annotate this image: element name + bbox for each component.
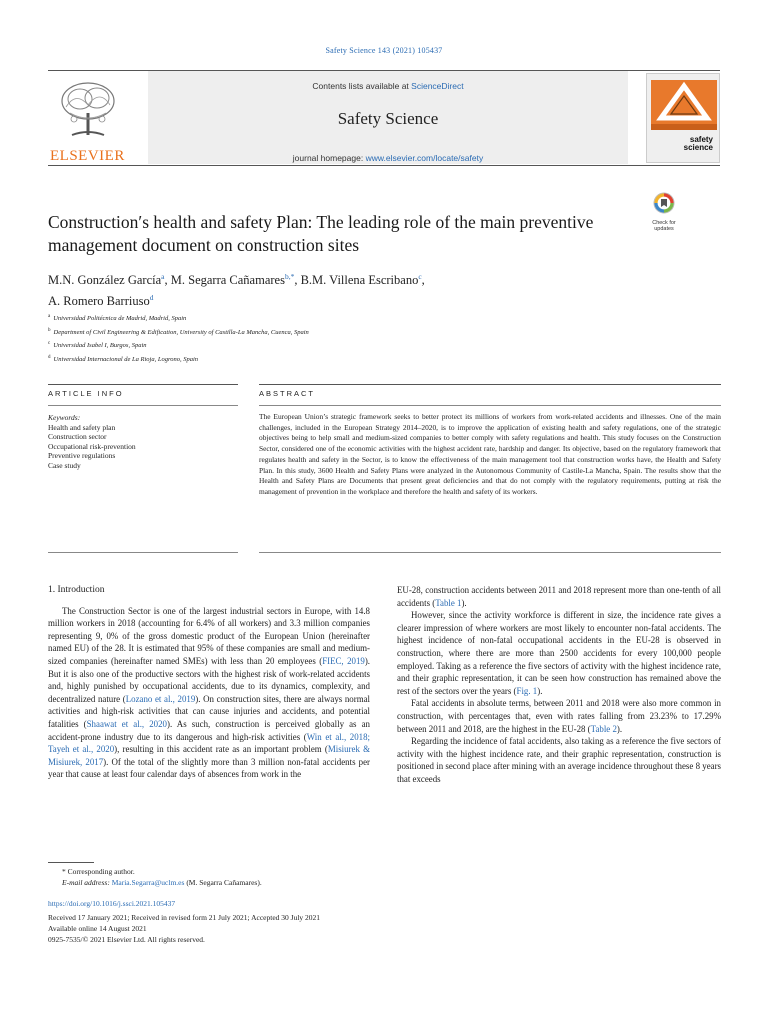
body-paragraph	[397, 697, 721, 735]
journal-citation-link[interactable]: Safety Science 143 (2021) 105437	[325, 46, 443, 55]
body-text: ). But it is also one of the productive sectors with the highest risk of work-related accidents and, highly punished by occupational accidents, due to its dynamics, complexity, and decentralized nature (	[48, 655, 371, 704]
body-text: EU-28, construction accidents between 2011 and 2018 represent more than one-tenth of all accidents (	[397, 585, 721, 608]
affiliation-item	[48, 325, 608, 339]
article-title: Construction′s health and safety Plan: The leading role of the main preventive management document on construction sites	[48, 212, 594, 255]
author-list: M.N. González García$^a$, M. Segarra Cañamares$^{b,*}$, B.M. Villena Escribano$^c$, A. Romero Barriuso$^d$	[48, 272, 425, 309]
affiliation-item	[48, 311, 608, 325]
citation-link[interactable]: Win et al., 2018; Tayeh et al., 2020	[48, 731, 371, 755]
figure-link[interactable]: Fig. 1	[516, 685, 538, 696]
author-affil-sup[interactable]: d	[149, 293, 154, 303]
body-text: ). Of the total of the slightly more than 3 million non-fatal accidents per year that cause at least four calendar days of absences from work in the	[48, 756, 371, 780]
author-affil-sup[interactable]: a	[161, 272, 165, 281]
section-heading-introduction: 1. Introduction	[48, 585, 105, 595]
affiliation-list	[48, 311, 608, 366]
journal-name[interactable]: Safety Science	[337, 109, 439, 128]
cover-title-line2: science	[683, 143, 713, 152]
article-info-bottom-rule	[48, 552, 238, 553]
journal-cover-thumbnail[interactable]	[646, 73, 720, 163]
body-text: ).	[537, 685, 543, 696]
table-link[interactable]: Table 1	[435, 597, 462, 608]
check-updates-line1: Check for	[652, 220, 676, 226]
cover-title	[684, 136, 713, 152]
received-dates: Received 17 January 2021; Received in revised form 21 July 2021; Accepted 30 July 2021	[48, 913, 321, 922]
doi-link[interactable]: https://doi.org/10.1016/j.ssci.2021.105437	[48, 899, 176, 908]
check-for-updates-button[interactable]	[646, 192, 682, 234]
affiliation-text: Universidad Isabel I, Burgos, Spain	[53, 342, 147, 350]
keyword-item: Construction sector	[48, 432, 107, 442]
body-text: Fatal accidents in absolute terms, between 2011 and 2018 were also more common in construction, with percentages that, even with rates falling from 23.23% to 17.29% between 2011 and 2018, are the highest in the EU-28 (	[397, 698, 721, 734]
author-affil-sup[interactable]: c	[418, 272, 422, 281]
affiliation-text: Universidad Politécnica de Madrid, Madrid, Spain	[53, 315, 187, 323]
footnote-rule	[48, 862, 94, 863]
email-suffix: (M. Segarra Cañamares).	[184, 878, 262, 887]
contents-prefix: Contents lists available at	[312, 81, 412, 91]
article-info-top-rule	[48, 384, 238, 385]
elsevier-tree-icon	[52, 79, 124, 139]
body-text: ), resulting in this accident rate as an important problem (	[114, 744, 328, 755]
affiliation-key: b	[48, 327, 51, 333]
body-paragraph: Regarding the incidence of fatal accidents, also taking as a reference the five sectors of activity with the highest incidence rate, and their graphic representation, construction is positioned in second place after mining with an average incidence throughout these 8 years that exceeds	[397, 736, 721, 784]
body-text: ).	[461, 597, 467, 608]
abstract-mid-rule	[259, 405, 721, 406]
keyword-item: Health and safety plan	[48, 422, 116, 432]
abstract-text: The European Union’s strategic framework seeks to better protect its millions of workers from work-related accidents and illnesses. One of the main challenges, included in the European Strategy 2014–2020, is to improve the application of existing health and safety regulations, one of the strategic objectives being to help small and medium-sized companies to better comply with safety regulations and health. This study focuses on the Construction Sector, considered one of the economic activities with the highest accident rate, hardship and danger. Its objective, based on the regulatory framework that regulates health and safety in the Sector, is to know the effectiveness of the main management tool that construction works have, the Health and Safety Plan. In this study, 3600 Health and Safety Plans were analyzed in the Autonomous Community of Castile-La Mancha, Spain. The results show that the Health and Safety Plans are Documents that present great deficiencies and that do not comply with the regulatory requirements, putting at risk the management of prevention in the workplace and therefore the health and safety of its workers.	[259, 412, 721, 496]
author-affil-sup[interactable]: b,*	[284, 272, 295, 281]
keyword-item: Occupational risk-prevention	[48, 441, 136, 451]
body-text: ). On construction sites, there are always normal activities and high-risk activities that can cause injuries and accidents, and potential fatalities (	[48, 693, 371, 729]
body-text: However, since the activity workforce is different in size, the incidence rate gives a clearer impression of where workers are most likely to encounter non-fatal accidents. The highest incidence of non-fatal occupational accidents in the EU-28 is observed in construction, where there are more than 2500 accidents for every 100,000 people employed. Taking as a reference the five sectors of activity with the highest incidence rate, and their graphic representation, it can be seen how construction has remained above the rest of the sectors over the years (	[397, 610, 721, 696]
abstract-bottom-rule	[259, 552, 721, 553]
citation-link[interactable]: Shaawat et al., 2020	[86, 718, 167, 729]
body-paragraph	[397, 609, 721, 697]
keywords-label: Keywords:	[48, 413, 81, 422]
check-updates-label	[646, 220, 682, 232]
body-paragraph	[397, 584, 721, 609]
homepage-link[interactable]: www.elsevier.com/locate/safety	[365, 153, 484, 163]
affiliation-key: c	[48, 341, 51, 347]
affiliation-text: Department of Civil Engineering & Edification, University of Castilla-La Mancha, Cuenca, Spain	[53, 328, 309, 336]
table-link[interactable]: Table 2	[590, 723, 617, 734]
body-column-right	[397, 584, 721, 786]
citation-link[interactable]: FIEC, 2019	[322, 655, 365, 666]
article-info-mid-rule	[48, 405, 238, 406]
article-info-heading: ARTICLE INFO	[48, 389, 124, 398]
email-label: E-mail address:	[62, 878, 112, 887]
email-line	[48, 877, 448, 888]
publication-history	[48, 912, 548, 945]
author-name[interactable]: B.M. Villena Escribano	[300, 273, 419, 288]
author-name[interactable]: M. Segarra Cañamares	[170, 273, 285, 288]
affiliation-key: a	[48, 314, 51, 319]
available-online: Available online 14 August 2021	[48, 924, 147, 933]
body-column-left	[48, 584, 370, 781]
abstract-heading: ABSTRACT	[259, 389, 316, 398]
journal-banner	[48, 70, 720, 166]
sciencedirect-link[interactable]: ScienceDirect	[411, 81, 464, 91]
citation-link[interactable]: Misiurek & Misiurek, 2017	[48, 744, 370, 767]
cover-title-line1: safety	[689, 135, 713, 144]
copyright-line: 0925-7535/© 2021 Elsevier Ltd. All rights reserved.	[48, 935, 205, 944]
body-text: ). As such, construction is perceived globally as an accident-prone industry due to its dangerous and high-risk activities (	[48, 718, 370, 742]
homepage-line	[148, 153, 628, 163]
citation-link[interactable]: Lozano et al., 2019	[125, 693, 196, 704]
body-text: ).	[616, 723, 623, 734]
body-paragraph	[48, 605, 370, 781]
elsevier-logo[interactable]	[48, 77, 128, 165]
keyword-item: Case study	[48, 460, 81, 470]
affiliation-text: Universidad Internacional de La Rioja, Logrono, Spain	[53, 356, 199, 364]
author-name[interactable]: A. Romero Barriuso	[48, 294, 150, 309]
body-text: The Construction Sector is one of the largest industrial sectors in Europe, with 14.8 million workers in 2018 (accounting for 6.4% of all workers) and 3.3 million companies representing 9, 0% of the gross domestic product of the European Union (hereinafter named EU) of the 28. It is estimated that 95% of these companies are small and medium-sized companies (hereinafter named SMEs) with less than 20 employees (	[48, 605, 370, 666]
author-name[interactable]: M.N. González García	[48, 273, 162, 288]
email-link[interactable]: Maria.Segarra@uclm.es	[111, 878, 185, 887]
keywords-block	[48, 413, 228, 471]
affiliation-item	[48, 338, 608, 352]
homepage-prefix: journal homepage:	[292, 153, 366, 163]
elsevier-wordmark: ELSEVIER	[50, 148, 125, 164]
affiliation-item	[48, 352, 608, 366]
check-updates-icon	[653, 192, 675, 214]
banner-center-panel	[148, 71, 628, 164]
abstract-top-rule	[259, 384, 721, 385]
keyword-item: Preventive regulations	[48, 451, 116, 461]
affiliation-key: d	[48, 354, 51, 360]
corresponding-author-note: * Corresponding author.	[62, 867, 135, 876]
check-updates-line2: updates	[654, 226, 674, 232]
footnotes	[48, 866, 448, 888]
contents-line	[148, 81, 628, 91]
